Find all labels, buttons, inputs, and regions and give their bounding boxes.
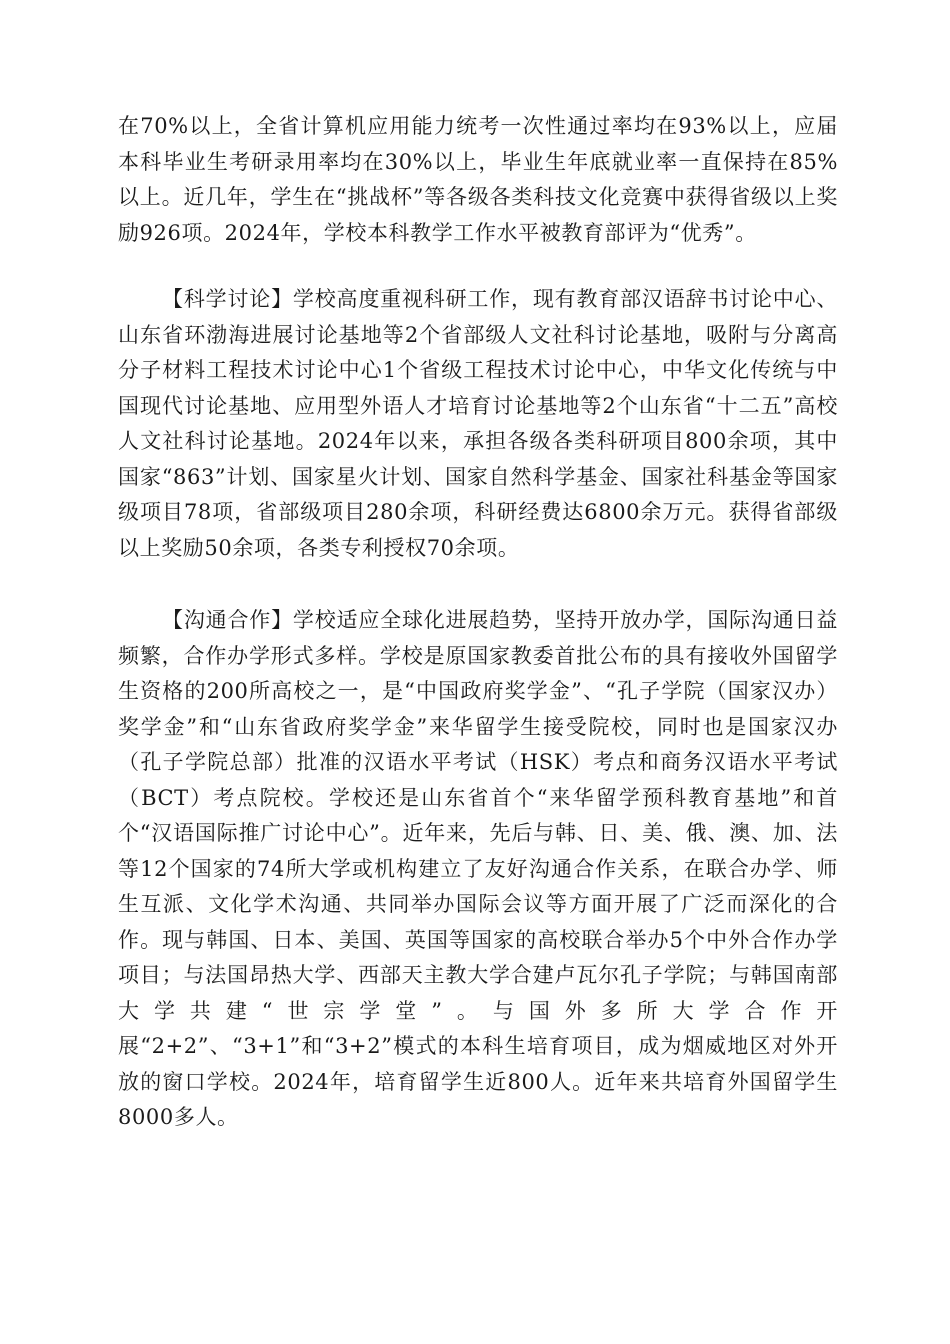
paragraph-international-cooperation: 【沟通合作】学校适应全球化进展趋势，坚持开放办学，国际沟通日益频繁，合作办学形式多样。学校是原国家教委首批公布的具有接收外国留学生资格的200所高校之一，是“中国政府奖学金”、“孔子学院（国家汉办）奖学金”和“山东省政府奖学金”来华留学生接受院校，同时也是国家汉办（孔子学院总部）批准的汉语水平考试（HSK）考点和商务汉语水平考试（BCT）考点院校。学校还是山东省首个“来华留学预科教育基地”和首个“汉语国际推广讨论中心”。近年来，先后与韩、日、美、俄、澳、加、法等12个国家的74所大学或机构建立了友好沟通合作关系，在联合办学、师生互派、文化学术沟通、共同举办国际会议等方面开展了广泛而深化的合作。现与韩国、日本、美国、英国等国家的高校联合举办5个中外合作办学项目；与法国昂热大学、西部天主教大学合建卢瓦尔孔子学院；与韩国南部大学共建“世宗学堂”。与国外多所大学合作开展“2+2”、“3+1”和“3+2”模式的本科生培育项目，成为烟威地区对外开放的窗口学校。2024年，培育留学生近800人。近年来共培育外国留学生8000多人。	[118, 608, 838, 1129]
paragraph-scientific-research: 【科学讨论】学校高度重视科研工作，现有教育部汉语辞书讨论中心、山东省环渤海进展讨论基地等2个省部级人文社科讨论基地，吸附与分离高分子材料工程技术讨论中心1个省级工程技术讨论中心，中华文化传统与中国现代讨论基地、应用型外语人才培育讨论基地等2个山东省“十二五”高校人文社科讨论基地。2024年以来，承担各级各类科研项目800余项，其中国家“863”计划、国家星火计划、国家自然科学基金、国家社科基金等国家级项目78项，省部级项目280余项，科研经费达6800余万元。获得省部级以上奖励50余项，各类专利授权70余项。	[118, 287, 838, 560]
paragraph-teaching-outcomes: 在70%以上，全省计算机应用能力统考一次性通过率均在93%以上，应届本科毕业生考研录用率均在30%以上，毕业生年底就业率一直保持在85%以上。近几年，学生在“挑战杯”等各级各类科技文化竞赛中获得省级以上奖励926项。2024年，学校本科教学工作水平被教育部评为“优秀”。	[118, 114, 838, 245]
